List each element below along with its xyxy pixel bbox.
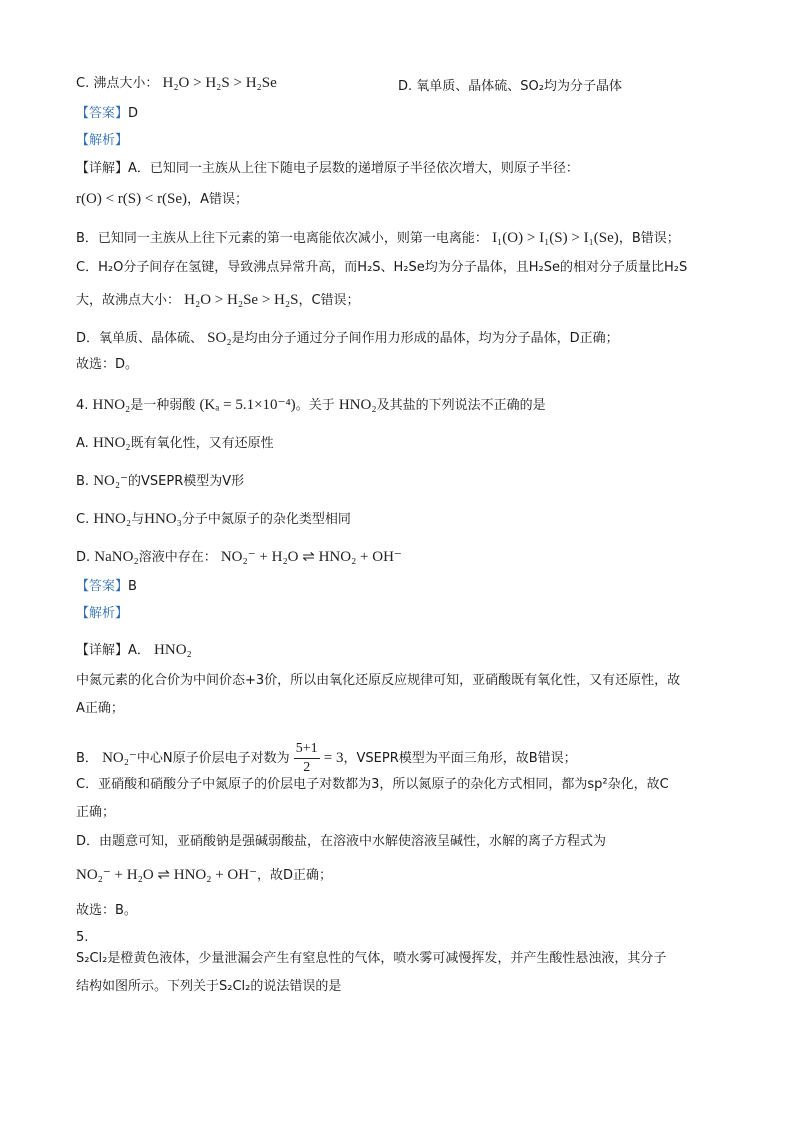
answer-tag: 【答案】 — [76, 106, 129, 121]
ie-formula: I₁(O) > I₁(S) > I₁(Se) — [492, 230, 619, 246]
q3-option-d: D. 氧单质、晶体硫、SO₂均为分子晶体 — [398, 79, 622, 94]
hydrolysis-equation: NO₂⁻ + H₂O ⇌ HNO₂ + OH⁻ — [220, 549, 402, 565]
q3-choose: 故选：D。 — [76, 357, 139, 372]
q4-option-a: A. HNO₂既有氧化性，又有还原性 — [76, 435, 274, 451]
q5-stem-line2: 结构如图所示。下列关于S₂Cl₂的说法错误的是 — [76, 979, 342, 994]
bp-formula: H₂O > H₂Se > H₂S — [184, 292, 299, 308]
q3-option-c-formula: H₂O > H₂S > H₂Se — [162, 75, 277, 91]
q3-answer: 【答案】D — [76, 106, 139, 121]
q4-detail-d-line2: NO₂⁻ + H₂O ⇌ HNO₂ + OH⁻，故D正确； — [76, 867, 333, 883]
q4-analysis-tag: 【解析】 — [76, 606, 129, 621]
q5-stem-line1: S₂Cl₂是橙黄色液体，少量泄漏会产生有窒息性的气体，喷水雾可减慢挥发，并产生酸性悬浊液，其分子 — [76, 951, 667, 966]
answer-tag: 【答案】 — [76, 579, 129, 594]
fraction: $\frac{5+1}{2}$ — [295, 741, 318, 775]
q3-detail-d: D．氧单质、晶体硫、 SO₂是均由分子通过分子间作用力形成的晶体，均为分子晶体，D正确； — [76, 330, 619, 346]
q4-option-c: C. HNO₂与HNO₃分子中氮原子的杂化类型相同 — [76, 511, 351, 527]
q4-answer: 【答案】B — [76, 579, 137, 594]
q3-detail-a-formula-line: r(O) < r(S) < r(Se)，A错误； — [76, 191, 248, 207]
q4-detail-d-line1: D．由题意可知，亚硝酸钠是强碱弱酸盐，在溶液中水解使溶液呈碱性，水解的离子方程式为 — [76, 834, 607, 849]
q3-detail-b: B．已知同一主族从上往下元素的第一电离能依次减小，则第一电离能： I₁(O) > I₁(S) > I₁(Se)，B错误； — [76, 230, 680, 246]
q3-analysis-tag: 【解析】 — [76, 133, 129, 148]
q3-detail-c-line1: C．H₂O分子间存在氢键，导致沸点异常升高，而H₂S、H₂Se均为分子晶体，且H₂Se的相对分子质量比H₂S — [76, 260, 688, 275]
q4-detail-a-line3: A正确； — [76, 701, 124, 716]
q4-detail-c-line1: C．亚硝酸和硝酸分子中氮原子的价层电子对数都为3，所以氮原子的杂化方式相同，都为sp²杂化，故C — [76, 777, 669, 792]
q4-option-d: D. NaNO₂溶液中存在： NO₂⁻ + H₂O ⇌ HNO₂ + OH⁻ — [76, 549, 402, 565]
q4-detail-a-line2: 中氮元素的化合价为中间价态+3价，所以由氧化还原反应规律可知，亚硝酸既有氧化性，又有还原性，故 — [76, 673, 681, 688]
q5-number: 5. — [76, 930, 89, 945]
q4-detail-b: B． NO₂⁻中心N原子价层电子对数为 $\frac{5+1}{2}$ = 3，VSEPR模型为平面三角形，故B错误； — [76, 741, 577, 775]
q3-option-c: C. 沸点大小： H₂O > H₂S > H₂Se — [76, 75, 277, 91]
q4-choose: 故选：B。 — [76, 903, 137, 918]
so2-formula: SO₂ — [207, 330, 232, 346]
q3-detail-c-line2: 大，故沸点大小： H₂O > H₂Se > H₂S，C错误； — [76, 292, 360, 308]
q4-detail-c-line2: 正确； — [76, 805, 116, 820]
q4-option-b: B. NO₂⁻的VSEPR模型为V形 — [76, 473, 245, 489]
radius-formula: r(O) < r(S) < r(Se) — [76, 191, 188, 207]
ka-value: (Kₐ = 5.1×10⁻⁴) — [199, 397, 296, 413]
q3-detail-a: 【详解】A．已知同一主族从上往下随电子层数的递增原子半径依次增大，则原子半径： — [76, 161, 579, 176]
q4-stem: 4. HNO₂是一种弱酸 (Kₐ = 5.1×10⁻⁴)。关于 HNO₂及其盐的下列说法不正确的是 — [76, 397, 546, 413]
q4-detail-a: 【详解】A． HNO₂ — [76, 642, 192, 658]
